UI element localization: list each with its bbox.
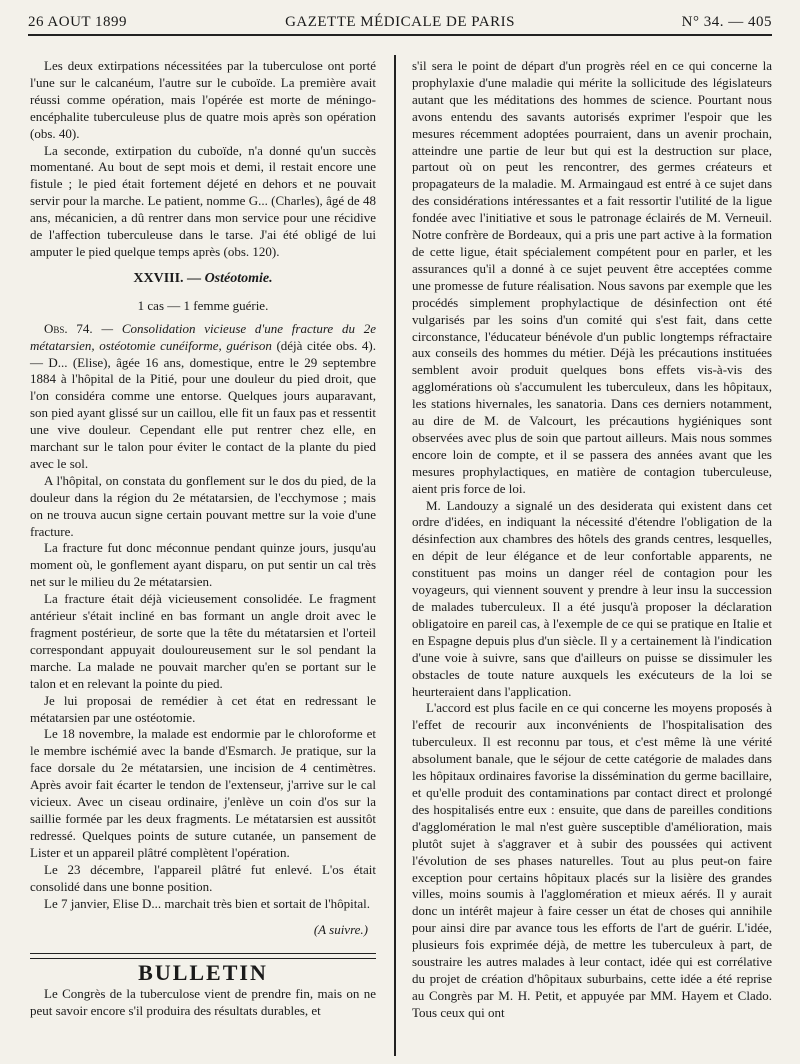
paragraph: La seconde, extirpation du cuboïde, n'a donné qu'un succès momentané. Au bout de sept mois et demi, il restait encore une fistule ; le pied était fortement déjeté en dehors et ne pouvait servir pour la marche. Le patient, nomme G... (Charles), âgé de 48 ans, mécanicien, a dû rentrer dans mon service pour une récidive de l'affection tuberculeuse dans le tarse. J'ai été obligé de lui amputer le pied quelque temps après (obs. 120).: [30, 142, 376, 259]
column-divider: [394, 55, 396, 1056]
paragraph: Le 23 décembre, l'appareil plâtré fut enlevé. L'os était consolidé dans une bonne position.: [30, 861, 376, 894]
double-rule-divider: [30, 953, 376, 959]
paragraph: Le Congrès de la tuberculose vient de prendre fin, mais on ne peut savoir encore s'il produira des résultats durables, et: [30, 986, 376, 1019]
header-date: 26 AOUT 1899: [28, 14, 128, 30]
paragraph: Les deux extirpations nécessitées par la tuberculose ont porté l'une sur le calcanéum, l'autre sur le cuboïde. La première avait réussi comme opération, mais l'opérée est morte de méningo-encéphalite tuberculeuse plus de quatre mois après son opération (obs. 40).: [30, 58, 376, 141]
paragraph: Le 18 novembre, la malade est endormie par le chloroforme et le membre ischémié avec la bande d'Esmarch. Je pratique, sur la face dorsale du 2e métatarsien, une incision de 4 centimètres. Après avoir fait écarter le tendon de l'extenseur, j'arrive sur le cal vicieux. Avec un ciseau ordinaire, j'enlève un coin d'os sur la saillie formée par les deux fragments. Le métatarsien est aussitôt redressé. Quelques points de suture cutanée, un pansement de Lister et un appareil plâtré complètent l'opération.: [30, 726, 376, 860]
observation-text: (déjà citée obs. 4). — D... (Elise), âgée 16 ans, domestique, entre le 29 septembre 1884 à l'hôpital de la Pitié, pour une douleur du pied droit, que l'on considéra comme une entorse. Quelques jours auparavant, son pied ayant glissé sur un caillou, elle fit un faux pas et ressentit une vive douleur. Cependant elle put rentrer chez elle, en marchant sur le talon pour éviter le contact de la plante du pied avec le sol.: [30, 337, 377, 471]
case-count: 1 cas — 1 femme guérie.: [137, 297, 269, 313]
paragraph: La fracture était déjà vicieusement consolidée. Le fragment antérieur s'était incliné en bas formant un angle droit avec le fragment postérieur, de sorte que la tête du métatarsien et l'orteil correspondant appuyait douloureusement sur le sol pendant la marche. La malade ne pouvait marcher qu'en se portant sur le talon et en relevant la pointe du pied.: [30, 591, 376, 691]
section-number: XXVIII. —: [133, 270, 202, 286]
paragraph: Je lui proposai de remédier à cet état en redressant le métatarsien par une ostéotomie.: [30, 692, 376, 725]
section-heading: [30, 271, 376, 288]
paragraph: A l'hôpital, on constata du gonflement sur le dos du pied, de la douleur dans la région du 2e métatarsien, de l'ecchymose ; mais on ne trouva aucun signe certain pouvant mettre sur la voie d'une fracture.: [30, 472, 376, 539]
observation-title: — Consolidation vicieuse d'une fracture du 2e métatarsien, ostéotomie cunéiforme, guérison: [30, 320, 377, 353]
paragraph: Le 7 janvier, Elise D... marchait très bien et sortait de l'hôpital.: [44, 895, 370, 911]
to-be-continued: (A suivre.): [313, 922, 368, 938]
paragraph: L'accord est plus facile en ce qui concerne les moyens proposés à l'effet de recourir aux inconvénients de l'hospitalisation des tuberculeux. Il est reconnu par tous, et c'est même là une vérité absolument banale, que le séjour de cette catégorie de malades dans les hôpitaux ordinaires favorise la dissémination du germe bacillaire, et qu'elle produit des contaminations par contact direct et prolongé des hospitalisés entre eux : ensuite, que dans de pareilles conditions d'agglomération le mal n'est guère susceptible d'amélioration, mais plutôt sujet à s'aggraver et à subir des poussées qui activent l'évolution de ses phases naturelles. Tout au plus peut-on faire exception pour certains hôpitaux placés sur la lisière des grandes villes, moins soumis à l'agglomération et mieux aérés. Il y aurait donc un intérêt majeur à faire cesser un état de choses qui annihile pour ainsi dire par avance tous les efforts de l'art de guérir. L'idée, plusieurs fois exprimée déjà, de mettre les tuberculeux à part, de soustraire les autres malades à leur contact, idée qui est corrélative du projet de création d'hôpitaux suburbains, cette idée a été reprise au Congrès par M. H. Petit, et appuyée par MM. Hayem et Clado. Tous ceux qui ont: [412, 700, 772, 1020]
paragraph: M. Landouzy a signalé un des desiderata qui existent dans cet ordre d'idées, en indiquant la nécessité d'étendre l'obligation de la désinfection aux chambres des hôtels des grands centres, lesquelles, en dépit de leur élégance et de leur confortable apparents, ne constituent pas moins un danger réel de contagion pour les voyageurs, qui viennent souvent y prendre à leur insu la succession de malades tuberculeux. Il a été jusqu'à proposer la déclaration obligatoire en pareil cas, à l'exemple de ce qui se pratique en Italie et en Espagne depuis plus d'un siècle. Il y a certainement là l'indication d'une voie à suivre, sans que d'ailleurs on puisse se dissimuler les obstacles de toute nature auxquels les exécuteurs de la loi se heurteraient dans l'application.: [412, 497, 772, 699]
page-header: [28, 10, 772, 36]
header-journal-title: GAZETTE MÉDICALE DE PARIS: [285, 14, 515, 30]
right-column: [412, 58, 772, 1058]
paragraph: La fracture fut donc méconnue pendant quinze jours, jusqu'au moment où, le gonflement ayant disparu, on put sentir un cal très net sur le milieu du 2e métatarsien.: [30, 540, 376, 590]
observation-paragraph: [30, 321, 376, 473]
section-title: Ostéotomie.: [204, 270, 273, 286]
paragraph: s'il sera le point de départ d'un progrès réel en ce qui concerne la prophylaxie d'une maladie qui mérite la sollicitude des législateurs autant que les méditations des hommes de science. Pourtant nous avons entendu des savants autorisés exprimer l'espoir que les mesures récemment adoptées pourraient, dans un avenir prochain, atteindre une partie de leur but qui est la destruction sur place, partout où on peut les rencontrer, des germes créateurs et propagateurs de la maladie. M. Armaingaud est entré à ce sujet dans des considérations intéressantes et a fait ressortir l'utilité de la ligue fondée avec l'initiative et sous le patronage éclairés de M. Verneuil. Notre confrère de Bordeaux, qui a pris une part active à la formation de cette ligue, était spécialement compétent pour en parler, et les assurances qu'il a donné à ce sujet peuvent être acceptées comme une promesse de future réalisation. Nous savons par exemple que les procédés simplement prophylactique de désinfection ont été vulgarisés par les soins d'un comité qui s'est fait, dans cette circonstance, l'éducateur bénévole d'un public longtemps réfractaire aux conseils des hommes du métier. Déjà les précautions instituées semblent avoir produit quelques bons effets vis-à-vis des agglomérations où s'accumulent les tuberculeux, dans les hôpitaux, les stations hivernales, les sanatoria. Dans ces derniers notamment, au dire de M. de Valcourt, les précautions hygiéniques sont observées avec plus de soin que partout ailleurs. Mais nous sommes encore loin de compte, et il se passera des années avant que les mesures prophylactiques, en matière de contagion tuberculeuse, aient pris force de loi.: [412, 58, 772, 496]
observation-label: Obs. 74.: [44, 320, 93, 336]
bulletin-heading: BULLETIN: [138, 960, 268, 986]
header-issue-page: N° 34. — 405: [681, 14, 772, 30]
left-column: [30, 58, 376, 1058]
